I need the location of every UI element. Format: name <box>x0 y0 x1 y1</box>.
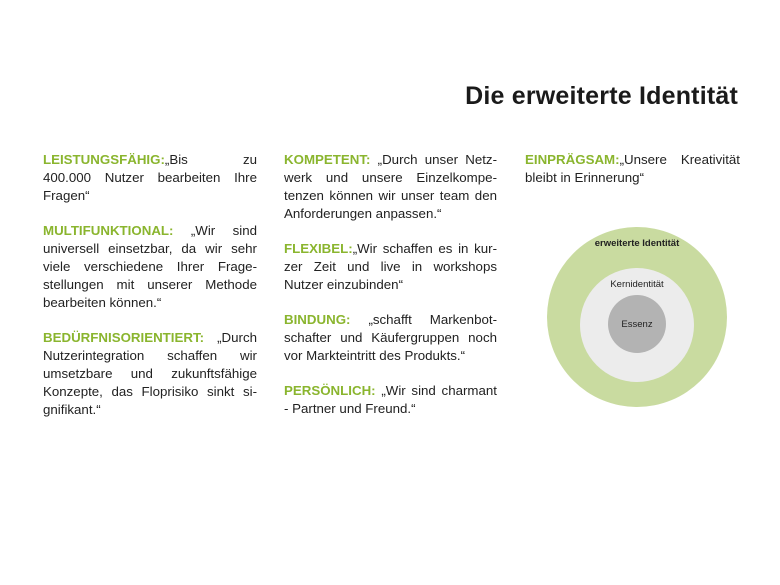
item-einpraegsam <box>525 151 740 187</box>
text-leistungsfaehig: „Bis zu 400.000 Nutzer bearbeiten Ihre Fragen“ <box>43 152 257 203</box>
term-bindung: BINDUNG: <box>284 312 351 327</box>
term-kompetent: KOMPETENT: <box>284 152 371 167</box>
text-multifunktional: „Wir sind universell einsetzbar, da wir sehr viele verschiedene Ihrer Fragestellungen mit unserer Methode bearbeiten können.“ <box>43 223 257 310</box>
term-multifunktional: MULTIFUNKTIONAL: <box>43 223 174 238</box>
identity-circles-svg <box>536 226 738 408</box>
term-beduerfnisorientiert: BEDÜRFNISORIENTIERT: <box>43 330 205 345</box>
text-kompetent: „Durch unser Netzwerk und unsere Einzelkompetenzen können wir unser team den Anforderungen anpassen.“ <box>284 152 498 221</box>
text-beduerfnisorientiert: „Durch Nutzerintegration schaffen wir umsetzbare und zukunftsfähige Konzepte, das Floprisiko sinkt signifikant.“ <box>43 330 257 417</box>
item-flexibel <box>284 240 497 294</box>
term-einpraegsam: EINPRÄGSAM: <box>525 152 620 167</box>
term-persoenlich: PERSÖNLICH: <box>284 383 376 398</box>
outer-circle-label: erweiterte Identität <box>594 238 680 249</box>
page-title: Die erweiterte Identität <box>465 82 738 110</box>
item-kompetent <box>284 151 497 223</box>
term-flexibel: FLEXIBEL: <box>284 241 353 256</box>
item-bindung <box>284 311 497 365</box>
item-leistungsfaehig <box>43 151 257 205</box>
identity-circle-diagram <box>536 226 738 408</box>
text-einpraegsam: „Unsere Kreativität bleibt in Erinnerung“ <box>525 152 740 185</box>
inner-circle-label: Essenz <box>621 319 653 330</box>
item-persoenlich <box>284 382 497 418</box>
text-flexibel: „Wir schaffen es in kurzer Zeit und live in workshops Nutzer einzubinden“ <box>284 241 497 292</box>
column-3 <box>525 151 740 204</box>
item-beduerfnisorientiert <box>43 329 257 419</box>
text-bindung: „schafft Markenbotschafter und Käufergruppen noch vor Markteintritt des Produkts.“ <box>284 312 497 363</box>
middle-circle-label: Kernidentität <box>610 279 664 290</box>
item-multifunktional <box>43 222 257 312</box>
term-leistungsfaehig: LEISTUNGSFÄHIG: <box>43 152 165 167</box>
column-2 <box>284 151 497 435</box>
column-1 <box>43 151 257 436</box>
text-persoenlich: „Wir sind charmant - Partner und Freund.“ <box>284 383 497 416</box>
